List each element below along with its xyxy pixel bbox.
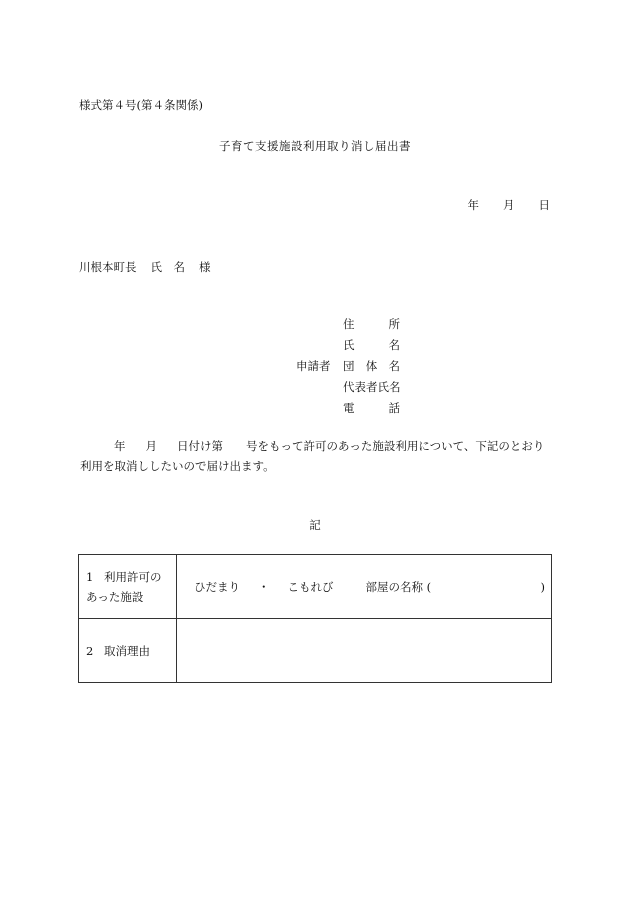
applicant-field-organization: 団体名 (343, 359, 400, 373)
applicant-role-label: 申請者 (296, 359, 331, 373)
date-month-label: 月 (503, 198, 515, 212)
facility-label-cell (79, 555, 177, 619)
body-year: 年 (114, 439, 126, 453)
applicant-fields (343, 317, 400, 422)
room-name-label: 部屋の名称 ( (365, 579, 432, 594)
date-day-label: 日 (538, 198, 550, 212)
row1-label-line2: あった施設 (86, 589, 144, 604)
facility-option-komorebi[interactable]: こもれび (287, 579, 334, 594)
row2-number: 2 (86, 643, 94, 658)
addressee-name: 氏 名 (150, 260, 185, 274)
room-name-close: ) (540, 579, 545, 594)
date-year-label: 年 (467, 198, 479, 212)
facility-option-hidamari[interactable]: ひだまり (194, 579, 240, 594)
addressee (79, 259, 211, 275)
body-rest: 日付け第 号をもって許可のあった施設利用について、下記のとおり利用を取消ししたいので届け出ます。 (80, 439, 545, 473)
facility-value-cell[interactable] (177, 555, 552, 619)
document-title: 子育て支援施設利用取り消し届出書 (219, 139, 411, 153)
body-month: 月 (145, 439, 157, 453)
table-row-facility (79, 555, 552, 619)
addressee-office: 川根本町長 (79, 260, 137, 274)
table-row-reason (79, 619, 552, 683)
applicant-field-address: 住所 (343, 317, 400, 331)
body-paragraph (80, 436, 552, 476)
applicant-field-representative: 代表者氏名 (343, 380, 401, 394)
facility-separator: ・ (258, 579, 270, 594)
form-number: 様式第４号(第４条関係) (79, 98, 203, 112)
row1-label-line1: 利用許可の (104, 569, 162, 584)
addressee-honorific: 様 (199, 260, 211, 274)
ki-heading: 記 (309, 518, 321, 532)
date-line (468, 197, 551, 213)
applicant-field-phone: 電話 (343, 401, 400, 415)
row1-number: 1 (86, 569, 94, 584)
reason-label-cell (79, 619, 177, 683)
row2-label: 取消理由 (104, 643, 150, 658)
form-table (78, 554, 552, 683)
applicant-field-name: 氏名 (343, 338, 400, 352)
reason-value-cell[interactable] (177, 619, 552, 683)
